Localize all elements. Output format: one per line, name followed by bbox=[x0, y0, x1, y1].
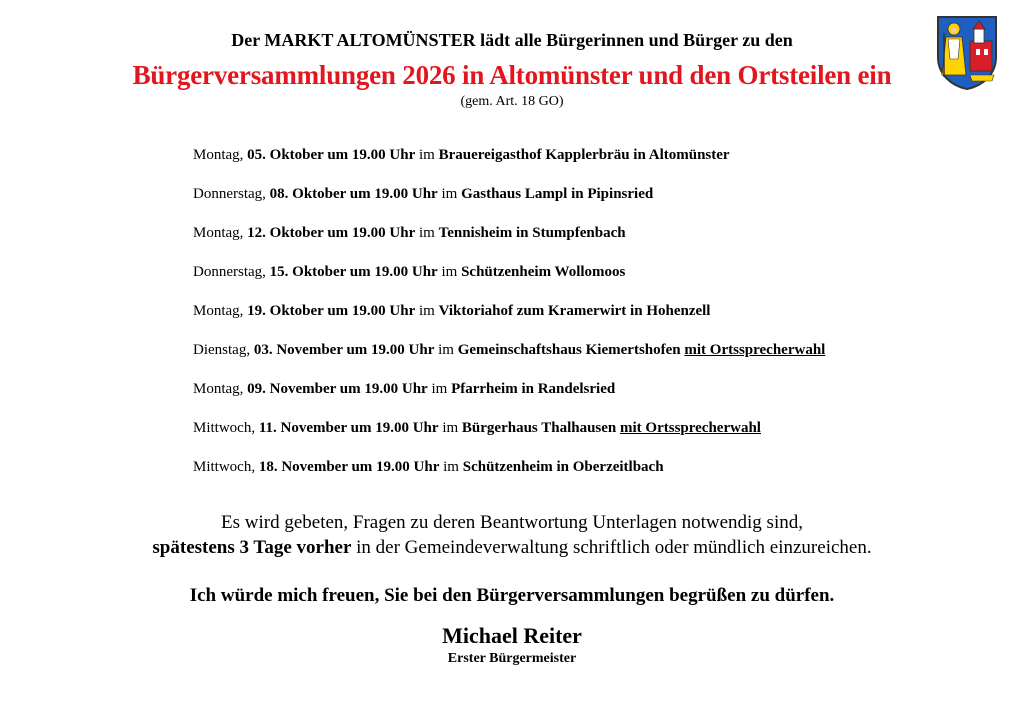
page-title: Bürgerversammlungen 2026 in Altomünster und den Ortsteilen ein bbox=[132, 60, 892, 90]
list-item bbox=[193, 458, 993, 497]
event-connector: im bbox=[438, 420, 462, 436]
list-item bbox=[193, 341, 993, 380]
event-date-time: 05. Oktober um 19.00 Uhr bbox=[247, 147, 416, 163]
intro-line: Der MARKT ALTOMÜNSTER lädt alle Bürgerinnen und Bürger zu den bbox=[231, 30, 793, 50]
event-date-time: 11. November um 19.00 Uhr bbox=[258, 420, 439, 436]
list-item bbox=[193, 146, 993, 185]
event-date-time: 08. Oktober um 19.00 Uhr bbox=[269, 186, 438, 202]
event-note-ortssprecherwahl: mit Ortssprecherwahl bbox=[684, 342, 826, 358]
list-item bbox=[193, 185, 993, 224]
event-note-ortssprecherwahl: mit Ortssprecherwahl bbox=[620, 420, 761, 436]
note-line-1: Es wird gebeten, Fragen zu deren Beantwortung Unterlagen notwendig sind, bbox=[221, 512, 803, 533]
event-venue: Gasthaus Lampl in Pipinsried bbox=[461, 186, 654, 202]
event-weekday: Mittwoch, bbox=[193, 420, 259, 436]
event-connector: im bbox=[415, 303, 439, 319]
list-item bbox=[193, 302, 993, 341]
meeting-list bbox=[193, 146, 993, 497]
closing-sentence: Ich würde mich freuen, Sie bei den Bürgerversammlungen begrüßen zu dürfen. bbox=[189, 585, 835, 606]
event-connector: im bbox=[427, 381, 452, 397]
list-item bbox=[193, 419, 993, 458]
event-weekday: Mittwoch, bbox=[193, 459, 259, 475]
event-venue: Schützenheim Wollomoos bbox=[461, 264, 626, 280]
event-date-time: 15. Oktober um 19.00 Uhr bbox=[269, 264, 438, 280]
list-item bbox=[193, 263, 993, 302]
note-line-2 bbox=[0, 535, 1024, 560]
event-weekday: Montag, bbox=[193, 303, 248, 319]
event-venue: Brauereigasthof Kapplerbräu in Altomünster bbox=[438, 147, 730, 163]
event-weekday: Donnerstag, bbox=[193, 264, 270, 280]
event-venue: Tennisheim in Stumpfenbach bbox=[438, 225, 626, 241]
event-weekday: Montag, bbox=[193, 381, 248, 397]
event-connector: im bbox=[437, 186, 462, 202]
event-date-time: 03. November um 19.00 Uhr bbox=[253, 342, 435, 358]
deadline-emphasis: spätestens 3 Tage vorher bbox=[152, 537, 352, 558]
event-weekday: Dienstag, bbox=[193, 342, 254, 358]
event-connector: im bbox=[437, 264, 462, 280]
event-venue: Viktoriahof zum Kramerwirt in Hohenzell bbox=[438, 303, 711, 319]
event-venue: Schützenheim in Oberzeitlbach bbox=[462, 459, 664, 475]
event-weekday: Donnerstag, bbox=[193, 186, 270, 202]
submission-note bbox=[0, 510, 1024, 560]
event-weekday: Montag, bbox=[193, 225, 248, 241]
signer-role: Erster Bürgermeister bbox=[447, 651, 577, 666]
event-date-time: 12. Oktober um 19.00 Uhr bbox=[247, 225, 416, 241]
event-venue: Pfarrheim in Randelsried bbox=[451, 381, 616, 397]
event-date-time: 18. November um 19.00 Uhr bbox=[258, 459, 440, 475]
legal-reference: (gem. Art. 18 GO) bbox=[460, 94, 564, 109]
event-venue: Gemeinschaftshaus Kiemertshofen bbox=[457, 342, 681, 358]
signer-name: Michael Reiter bbox=[442, 623, 582, 648]
event-venue: Bürgerhaus Thalhausen bbox=[461, 420, 617, 436]
event-date-time: 19. Oktober um 19.00 Uhr bbox=[247, 303, 416, 319]
list-item bbox=[193, 380, 993, 419]
event-date-time: 09. November um 19.00 Uhr bbox=[247, 381, 428, 397]
event-connector: im bbox=[415, 225, 439, 241]
municipal-coat-of-arms-icon bbox=[936, 15, 998, 91]
event-connector: im bbox=[439, 459, 463, 475]
event-connector: im bbox=[434, 342, 458, 358]
list-item bbox=[193, 224, 993, 263]
event-connector: im bbox=[415, 147, 439, 163]
note-line-2-rest: in der Gemeindeverwaltung schriftlich oder mündlich einzureichen. bbox=[351, 537, 872, 558]
event-weekday: Montag, bbox=[193, 147, 248, 163]
